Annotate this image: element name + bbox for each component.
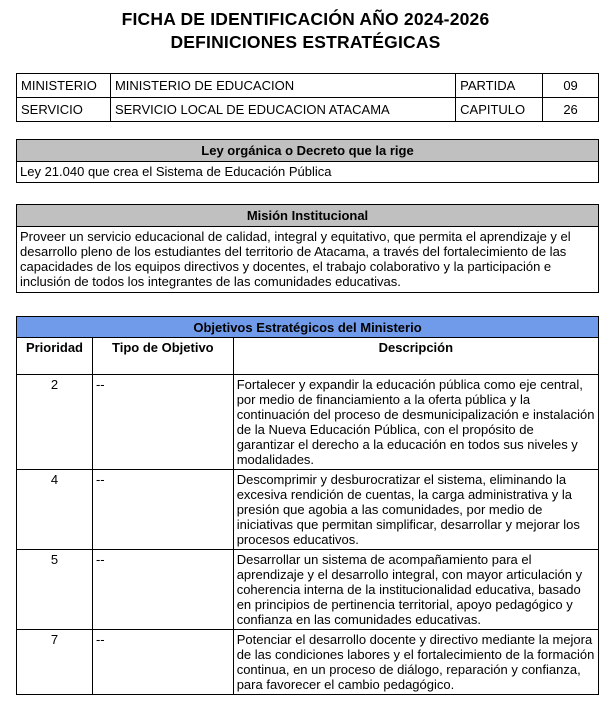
servicio-label: SERVICIO — [17, 98, 111, 122]
info-row-ministerio — [17, 74, 599, 98]
capitulo-value: 26 — [543, 98, 599, 122]
mision-header: Misión Institucional — [17, 205, 598, 227]
objetivos-header-row — [17, 338, 599, 375]
prioridad-cell: 2 — [17, 375, 93, 470]
col-header-prioridad: Prioridad — [17, 338, 93, 375]
ley-text: Ley 21.040 que crea el Sistema de Educación Pública — [20, 164, 332, 179]
table-row — [17, 470, 599, 550]
col-header-descripcion: Descripción — [233, 338, 598, 375]
descripcion-cell: Fortalecer y expandir la educación pública como eje central, por medio de financiamiento a la oferta pública y la continuación del proceso de desmunicipalización e instalación de la Nueva Educación Pública, con el propósito de garantizar el derecho a la educación en todos sus niveles y modalidades. — [233, 375, 598, 470]
page-title: FICHA DE IDENTIFICACIÓN AÑO 2024-2026 — [121, 9, 490, 29]
servicio-value: SERVICIO LOCAL DE EDUCACION ATACAMA — [110, 98, 455, 122]
tipo-cell: -- — [92, 470, 233, 550]
table-row — [17, 630, 599, 695]
page-subtitle: DEFINICIONES ESTRATÉGICAS — [170, 32, 441, 52]
ley-section — [16, 139, 599, 183]
partida-value: 09 — [543, 74, 599, 98]
table-row — [17, 550, 599, 630]
info-row-servicio — [17, 98, 599, 122]
prioridad-cell: 7 — [17, 630, 93, 695]
descripcion-cell: Potenciar el desarrollo docente y directivo mediante la mejora de las condiciones labores y el fortalecimiento de la formación continua, en un proceso de diálogo, reparación y confianza, para favorecer el cambio pedagógico. — [233, 630, 598, 695]
tipo-cell: -- — [92, 375, 233, 470]
info-table — [16, 73, 599, 122]
partida-label: PARTIDA — [456, 74, 543, 98]
mision-text: Proveer un servicio educacional de calidad, integral y equitativo, que permita el aprendizaje y el desarrollo pleno de los estudiantes del territorio de Atacama, a través del fortalecimiento de las capacidades de los equipos directivos y docentes, el trabajo colaborativo y la participación e inclusión de todos los integrantes de las comunidades educativas. — [20, 229, 571, 289]
ministerio-label: MINISTERIO — [17, 74, 111, 98]
tipo-cell: -- — [92, 550, 233, 630]
prioridad-cell: 5 — [17, 550, 93, 630]
ministerio-value: MINISTERIO DE EDUCACION — [110, 74, 455, 98]
descripcion-cell: Desarrollar un sistema de acompañamiento para el aprendizaje y el desarrollo integral, con mayor articulación y coherencia interna de la institucionalidad educativa, basado en principios de pertinencia territorial, apoyo pedagógico y confianza en las comunidades educativas. — [233, 550, 598, 630]
table-row — [17, 375, 599, 470]
objetivos-table — [16, 316, 599, 695]
prioridad-cell: 4 — [17, 470, 93, 550]
capitulo-label: CAPITULO — [456, 98, 543, 122]
col-header-tipo: Tipo de Objetivo — [92, 338, 233, 375]
objetivos-title: Objetivos Estratégicos del Ministerio — [17, 317, 599, 338]
tipo-cell: -- — [92, 630, 233, 695]
ley-header: Ley orgánica o Decreto que la rige — [17, 140, 598, 162]
descripcion-cell: Descomprimir y desburocratizar el sistema, eliminando la excesiva rendición de cuentas, la carga administrativa y la presión que agobia a las comunidades, por medio de iniciativas que permitan simplificar, desarrollar y mejorar los procesos educativos. — [233, 470, 598, 550]
mision-section — [16, 204, 599, 293]
